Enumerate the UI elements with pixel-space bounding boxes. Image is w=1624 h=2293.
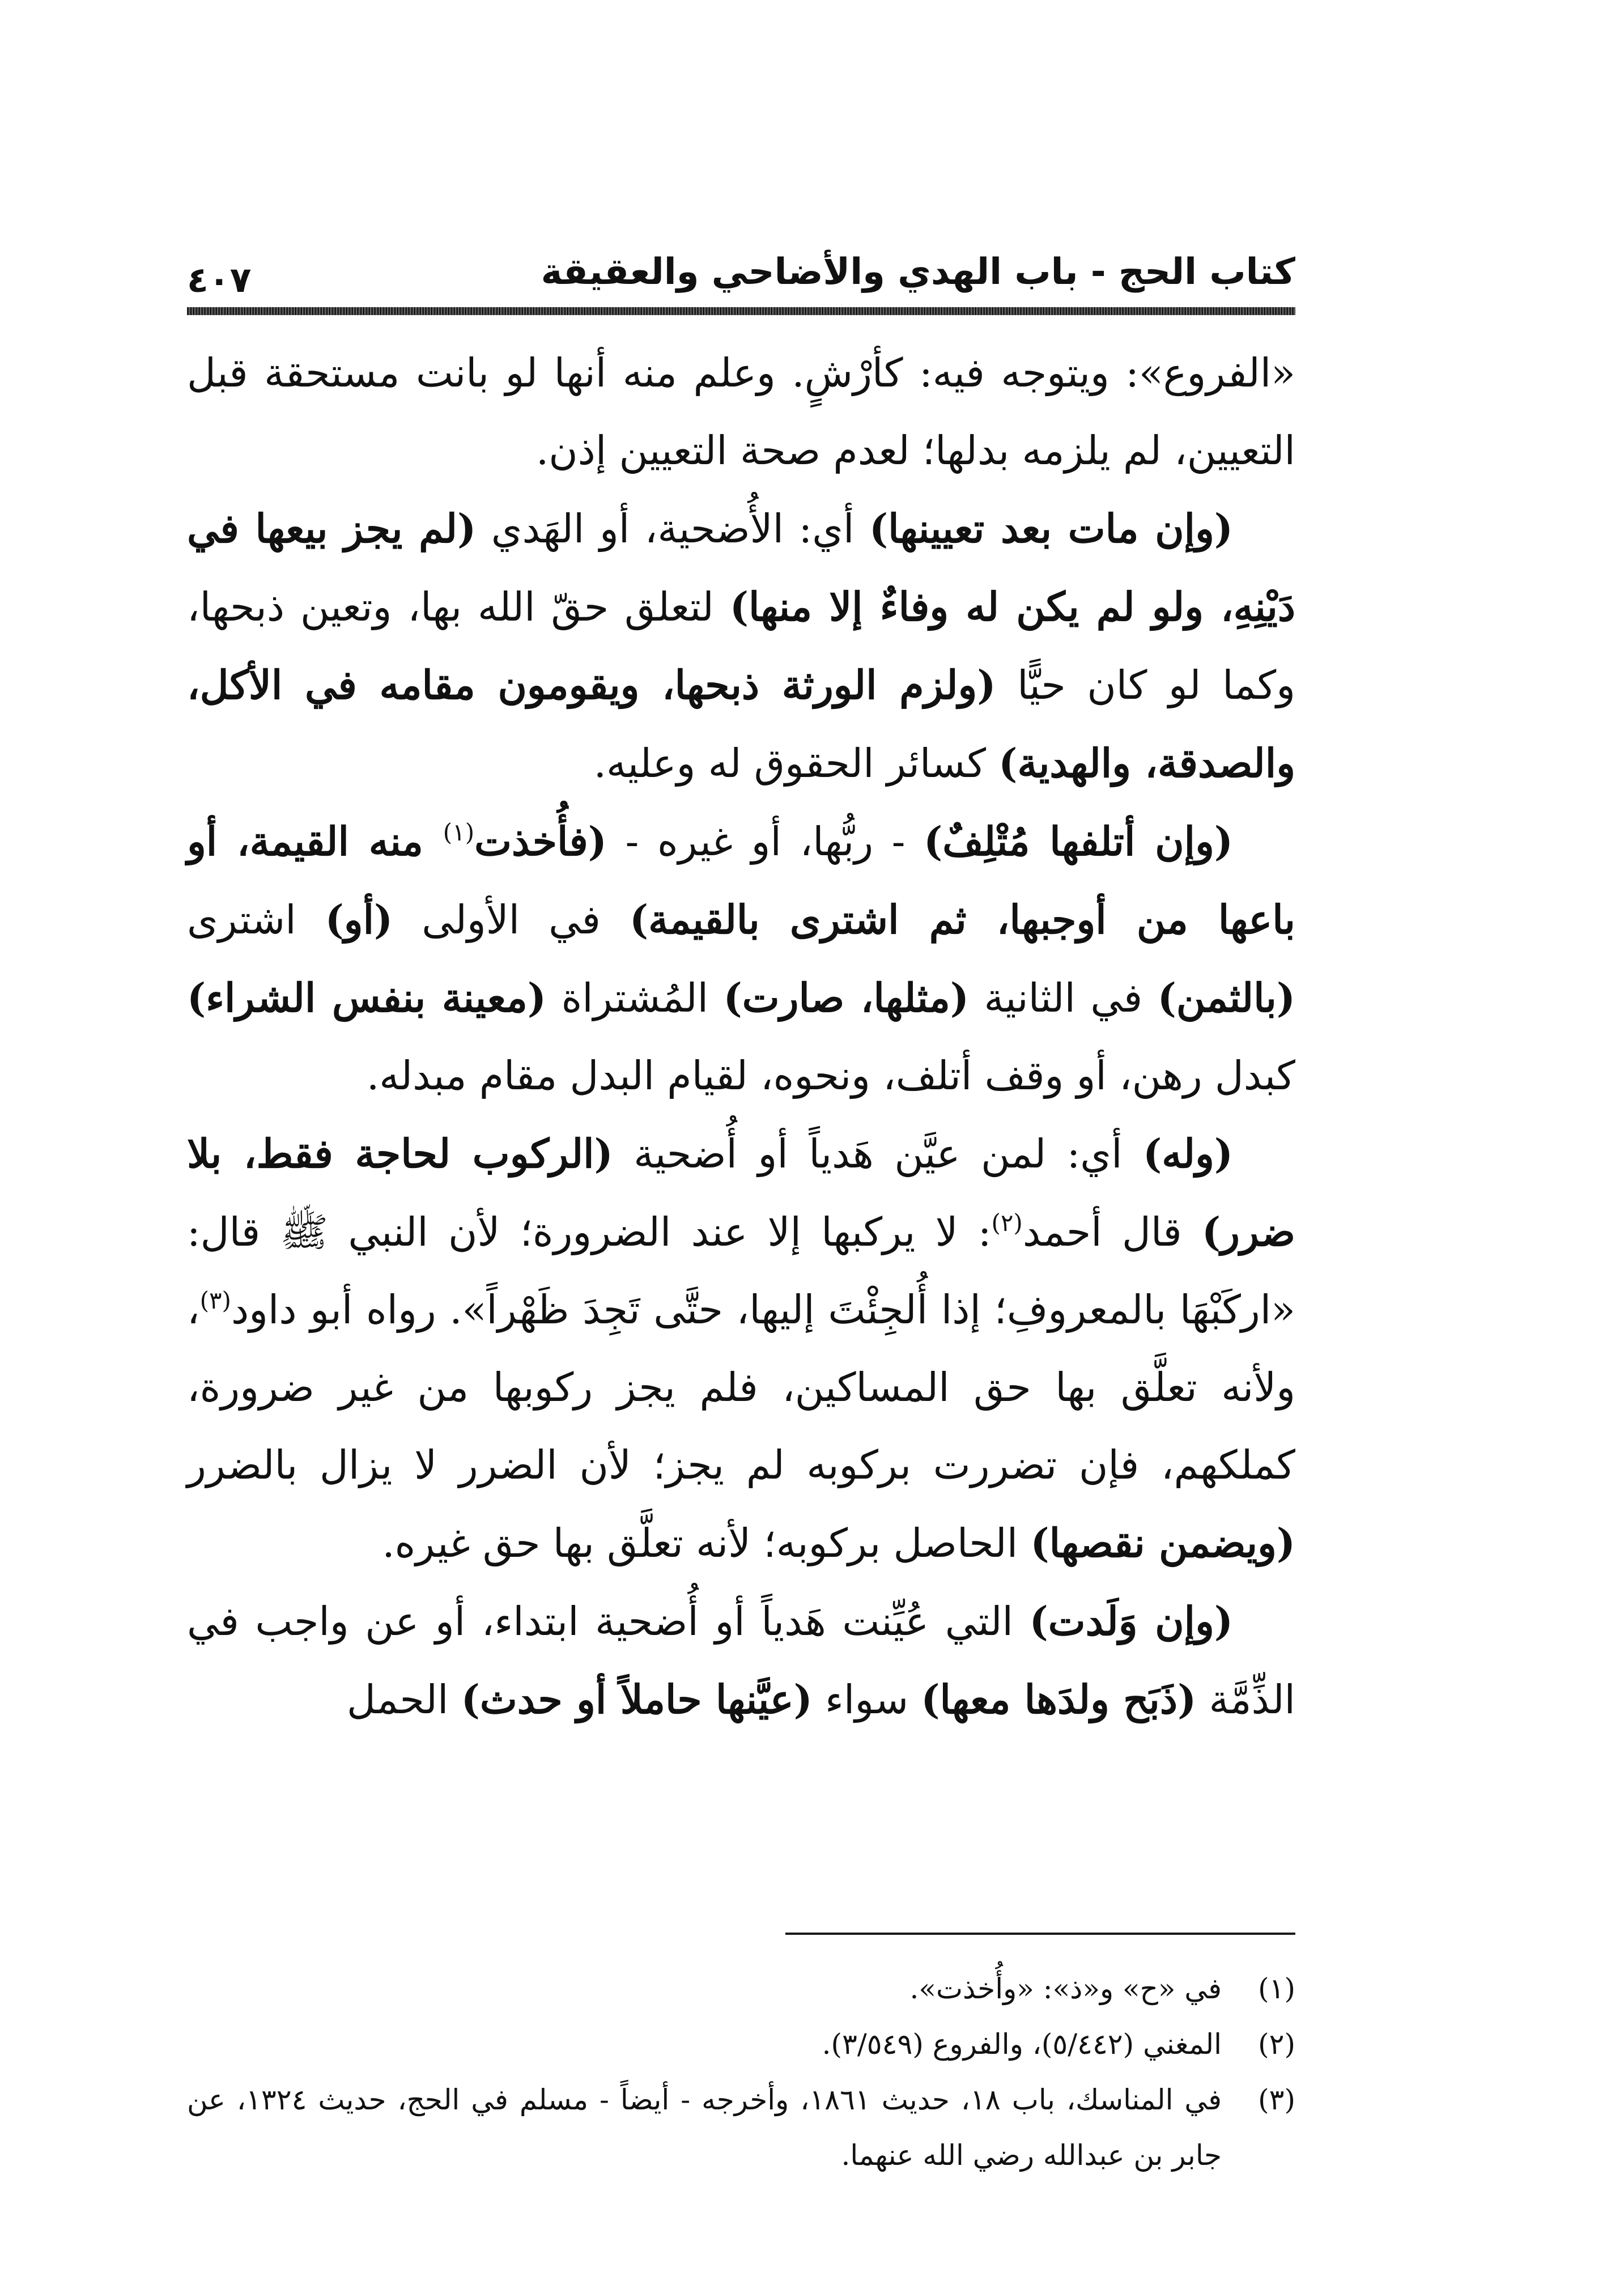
footnote-number: (١) (1258, 1972, 1295, 2005)
paragraph (187, 1582, 1295, 1739)
commentary-text: - ربُّها، أو غيره - (606, 818, 924, 865)
matn-text: (ذَبَح ولدَها معها) (921, 1676, 1197, 1723)
paragraph (187, 490, 1295, 802)
running-head (187, 244, 1295, 306)
page-number: ٤٠٧ (187, 259, 252, 300)
matn-text: (وإن وَلَدت) (1029, 1598, 1234, 1645)
footnote-marker: (٢) (991, 1209, 1023, 1237)
commentary-text: «الفروع»: ويتوجه فيه: كأرْشٍ. وعلم منه أنها لو بانت مستحقة قبل التعيين، لم يلزمه بدلها؛ لعدم صحة التعيين إذن. (187, 350, 1295, 474)
footnote (187, 1961, 1295, 2016)
commentary-text: ، ولأنه تعلَّق بها حق المساكين، فلم يجز ركوبها من غير ضرورة، كملكهم، فإن تضررت بركوبه لم يجز؛ لأن الضرر لا يزال بالضرر (187, 1286, 1295, 1488)
footnote-marker: (٣) (199, 1286, 231, 1314)
footnote-number: (٢) (1258, 2028, 1295, 2061)
footnote-text: في «ح» و«ذ»: «وأُخذت». (909, 1972, 1222, 2005)
commentary-text: أي: لمن عيَّن هَدياً أو أُضحية (613, 1131, 1143, 1177)
matn-text: (وله) (1143, 1130, 1233, 1177)
matn-text: (ولزم الورثة ذبحها، ويقومون مقامه في الأكل، والصدقة، والهدية) (187, 661, 1295, 787)
matn-text: (الركوب لحاجة فقط، بلا ضرر) (187, 1130, 1295, 1255)
paragraph (187, 1115, 1295, 1582)
matn-text: (وإن مات بعد تعيينها) (869, 505, 1233, 552)
matn-text: (ويضمن نقصها) (1030, 1519, 1295, 1566)
commentary-text: التي عُيِّنت هَدياً أو أُضحية ابتداء، أو عن واجب في الذِّمَّة (187, 1598, 1295, 1723)
matn-text: (أو) (325, 896, 393, 943)
commentary-text: اشترى (187, 897, 325, 943)
commentary-text: كسائر الحقوق له وعليه. (593, 740, 999, 787)
main-text (187, 334, 1295, 1739)
footnote-text: في المناسك، باب ١٨، حديث ١٨٦١، وأخرجه - أيضاً - مسلم في الحج، حديث ١٣٢٤، عن جابر بن عبدالله رضي الله عنهما. (187, 2083, 1222, 2172)
commentary-text: أي: الأُضحية، أو الهَدي (476, 506, 870, 552)
matn-text: (معينة بنفس الشراء) (187, 974, 547, 1021)
footnote-text: المغني (٥/٤٤٢)، والفروع (٣/٥٤٩). (822, 2028, 1222, 2061)
paragraph (187, 334, 1295, 490)
footnote (187, 2016, 1295, 2072)
commentary-text: كبدل رهن، أو وقف أتلف، ونحوه، لقيام البدل مقام مبدله. (366, 1052, 1295, 1099)
commentary-text: الحمل (347, 1676, 461, 1723)
footnotes (187, 1961, 1295, 2183)
paragraph (187, 802, 1295, 1115)
header-rule (187, 307, 1295, 315)
commentary-text: قال أحمد (1022, 1209, 1202, 1255)
matn-text: (عيَّنها حاملاً أو حدث) (461, 1676, 813, 1723)
commentary-text: سواء (812, 1676, 921, 1723)
matn-text: (بالثمن) (1157, 974, 1296, 1021)
matn-text: (فأُخذت (474, 818, 607, 865)
commentary-text: في الثانية (969, 975, 1158, 1021)
running-title: كتاب الحج - باب الهدي والأضاحي والعقيقة (541, 251, 1295, 293)
commentary-text: : لا يركبها إلا عند الضرورة؛ لأن النبي ﷺ قال: «اركَبْهَا بالمعروفِ؛ إذا أُلجِئْتَ إليها، حتَّى تَجِدَ ظَهْراً». رواه أبو داود (187, 1209, 1295, 1333)
matn-text: (لم يجز بيعها في دَيْنِهِ، ولو لم يكن له وفاءٌ إلا منها) (187, 505, 1295, 630)
commentary-text: في الأولى (393, 897, 630, 943)
footnote-number: (٣) (1258, 2083, 1295, 2116)
commentary-text: المُشتراة (546, 975, 724, 1021)
commentary-text: الحاصل بركوبه؛ لأنه تعلَّق بها حق غيره. (382, 1520, 1031, 1566)
commentary-text: لتعلق حقّ الله بها، وتعين ذبحها، وكما لو كان حيًّا (187, 584, 1295, 708)
matn-text: (وإن أتلفها مُتْلِفٌ) (924, 818, 1234, 865)
matn-text: منه القيمة، أو باعها من أوجبها، ثم اشترى بالقيمة) (187, 818, 1296, 943)
footnote-separator (785, 1933, 1295, 1935)
footnote-marker: (١) (443, 818, 475, 846)
matn-text: (مثلها، صارت) (723, 974, 969, 1021)
footnote (187, 2072, 1295, 2183)
